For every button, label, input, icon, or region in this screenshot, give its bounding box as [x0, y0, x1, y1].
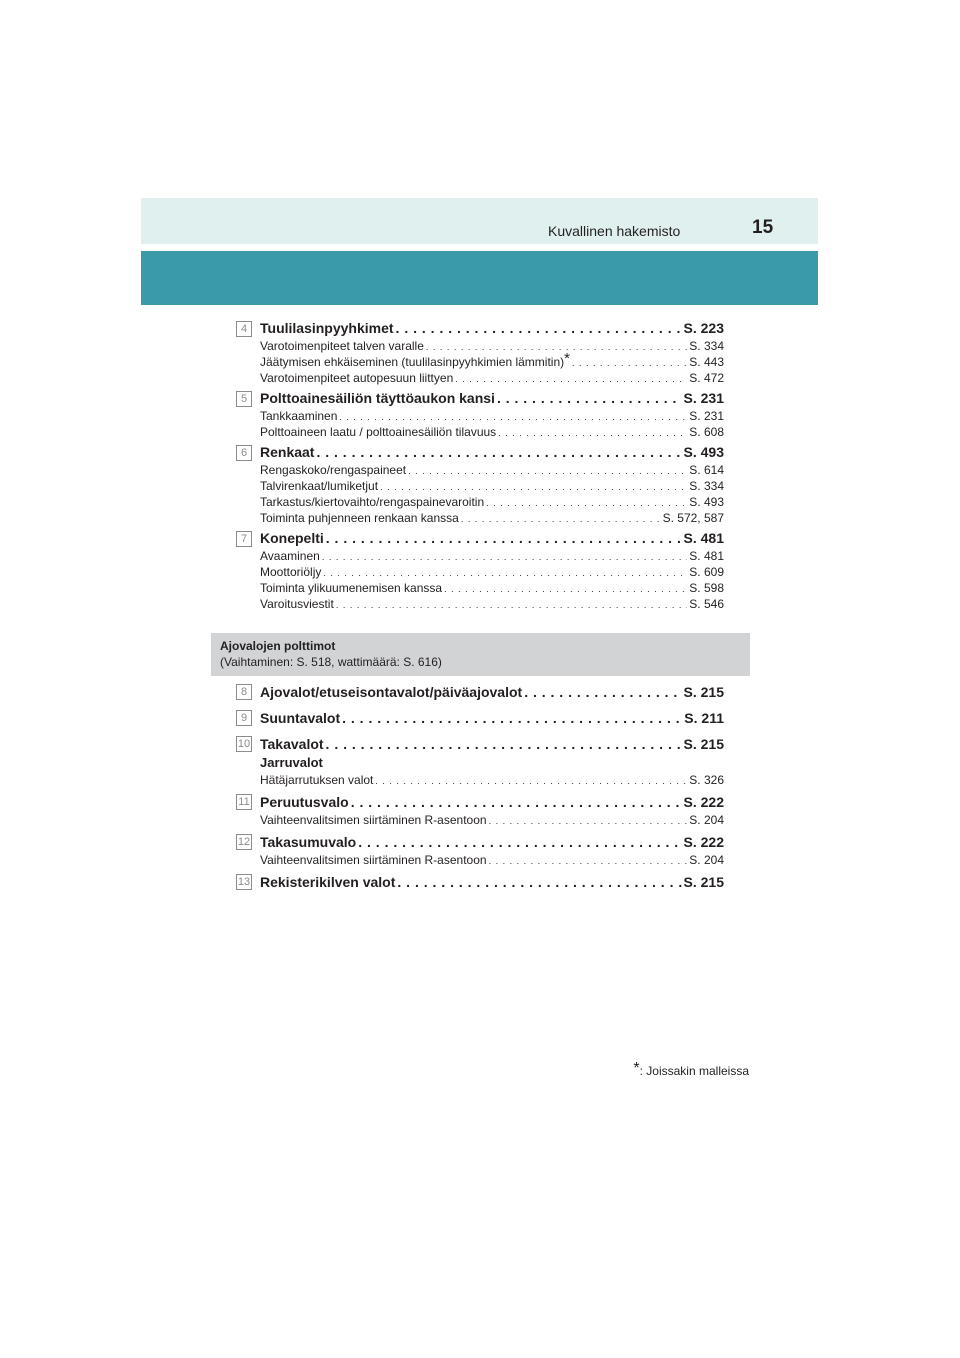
- item-number-badge: 13: [237, 876, 251, 888]
- entry-main-row[interactable]: Takasumuvalo . . . S. 222: [236, 832, 724, 852]
- index-entry-11: [236, 792, 724, 828]
- index-entry-4: [236, 318, 724, 386]
- index-entry-10: [236, 734, 724, 788]
- index-entry-8: [236, 682, 724, 702]
- footnote: *: Joissakin malleissa: [633, 1060, 749, 1078]
- entry-main-row[interactable]: Peruutusvalo . . . S. 222: [236, 792, 724, 812]
- entry-main-row[interactable]: Rekisterikilven valot . . . S. 215: [236, 872, 724, 892]
- page-ref: S. 493: [689, 495, 724, 509]
- index-entry-12: [236, 832, 724, 868]
- entry-main-row[interactable]: Takavalot . . . S. 215: [236, 734, 724, 754]
- item-number-badge: 8: [236, 684, 252, 700]
- index-entry-13: [236, 872, 724, 892]
- page-ref: S. 609: [689, 565, 724, 579]
- page-header-bar: [141, 198, 818, 244]
- entry-sub-row[interactable]: Varoitusviestit . . . S. 546: [236, 596, 724, 612]
- entry-sub-row[interactable]: Moottoriöljy . . . S. 609: [236, 564, 724, 580]
- item-number-badge: 6: [236, 445, 252, 461]
- item-number-badge: 11: [236, 794, 252, 810]
- page-ref: S. 211: [684, 710, 724, 726]
- page-ref: S. 223: [683, 320, 724, 336]
- item-number-badge: 5: [236, 391, 252, 407]
- page-ref: S. 481: [683, 530, 724, 546]
- page-ref: S. 546: [689, 597, 724, 611]
- item-number-badge: 4: [236, 321, 252, 337]
- page-ref: S. 493: [683, 444, 724, 460]
- item-number-badge: 9: [236, 710, 252, 726]
- index-entry-7: [236, 528, 724, 612]
- entry-subtitle: Jarruvalot: [260, 755, 323, 770]
- page-ref: S. 472: [689, 371, 724, 385]
- page-ref: S. 204: [689, 853, 724, 867]
- entry-main-row[interactable]: Suuntavalot . . . S. 211: [236, 708, 724, 728]
- index-entry-6: [236, 442, 724, 526]
- entry-main-row[interactable]: Polttoainesäiliön täyttöaukon kansi . . . S. 231: [236, 388, 724, 408]
- index-entry-9: [236, 708, 724, 728]
- page-ref: S. 614: [689, 463, 724, 477]
- entry-main-row[interactable]: Tuulilasinpyyhkimet . . . S. 223: [236, 318, 724, 338]
- header-title: Kuvallinen hakemisto: [548, 223, 681, 239]
- item-number-badge: 12: [237, 836, 251, 848]
- headlight-bulbs-title: Ajovalojen polttimot: [220, 639, 336, 653]
- page-ref: S. 231: [689, 409, 724, 423]
- page-ref: S. 231: [683, 390, 724, 406]
- page-ref: S. 481: [689, 549, 724, 563]
- page-ref: S. 608: [689, 425, 724, 439]
- page-ref: S. 334: [689, 479, 724, 493]
- entry-sub-row[interactable]: Talvirenkaat/lumiketjut . . . S. 334: [236, 478, 724, 494]
- entry-sub-row[interactable]: Tarkastus/kiertovaihto/rengaspainevaroitin . . . S. 493: [236, 494, 724, 510]
- entry-sub-row[interactable]: Vaihteenvalitsimen siirtäminen R-asentoon . . . S. 204: [236, 852, 724, 868]
- entry-main-row[interactable]: Ajovalot/etuseisontavalot/päiväajovalot . . . S. 215: [236, 682, 724, 702]
- headlight-bulbs-detail: (Vaihtaminen: S. 518, wattimäärä: S. 616): [220, 655, 442, 669]
- asterisk-mark: *: [633, 1060, 640, 1077]
- page-ref: S. 204: [689, 813, 724, 827]
- entry-sub-row[interactable]: Vaihteenvalitsimen siirtäminen R-asentoon . . . S. 204: [236, 812, 724, 828]
- entry-sub-row[interactable]: Toiminta ylikuumenemisen kanssa . . . S. 598: [236, 580, 724, 596]
- index-list-upper: [236, 318, 724, 612]
- entry-sub-row[interactable]: Avaaminen . . . S. 481: [236, 548, 724, 564]
- entry-sub-row[interactable]: Polttoaineen laatu / polttoainesäiliön tilavuus . . . S. 608: [236, 424, 724, 440]
- page-ref: S. 222: [683, 794, 724, 810]
- index-entry-5: [236, 388, 724, 440]
- page-number: 15: [752, 217, 774, 238]
- page-ref: S. 215: [683, 684, 724, 700]
- page-ref: S. 215: [683, 736, 724, 752]
- item-number-badge: 10: [237, 738, 251, 750]
- page-ref: S. 334: [689, 339, 724, 353]
- entry-sub-row[interactable]: Rengaskoko/rengaspaineet . . . S. 614: [236, 462, 724, 478]
- page-ref: S. 326: [689, 773, 724, 787]
- page-ref: S. 443: [689, 355, 724, 369]
- entry-main-row[interactable]: Renkaat . . . S. 493: [236, 442, 724, 462]
- entry-sub-row[interactable]: Varotoimenpiteet talven varalle . . . S. 334: [236, 338, 724, 354]
- item-number-badge: 7: [236, 531, 252, 547]
- entry-main-row[interactable]: Konepelti . . . S. 481: [236, 528, 724, 548]
- index-list-lower: [236, 682, 724, 892]
- entry-sub-row[interactable]: Tankkaaminen . . . S. 231: [236, 408, 724, 424]
- entry-sub-row[interactable]: Toiminta puhjenneen renkaan kanssa . . . S. 572, 587: [236, 510, 724, 526]
- entry-sub-row[interactable]: Hätäjarrutuksen valot . . . S. 326: [236, 772, 724, 788]
- page-ref: S. 215: [683, 874, 724, 890]
- page-ref: S. 598: [689, 581, 724, 595]
- page-ref: S. 222: [683, 834, 724, 850]
- entry-sub-row[interactable]: Varotoimenpiteet autopesuun liittyen . . . S. 472: [236, 370, 724, 386]
- headlight-bulbs-box: [211, 633, 750, 676]
- asterisk-mark: *: [564, 350, 570, 367]
- page-ref: S. 572, 587: [662, 511, 724, 525]
- entry-sub-row[interactable]: Jäätymisen ehkäiseminen (tuulilasinpyyhkimien lämmitin)* . . . S. 443: [236, 354, 724, 370]
- section-band: [141, 251, 818, 305]
